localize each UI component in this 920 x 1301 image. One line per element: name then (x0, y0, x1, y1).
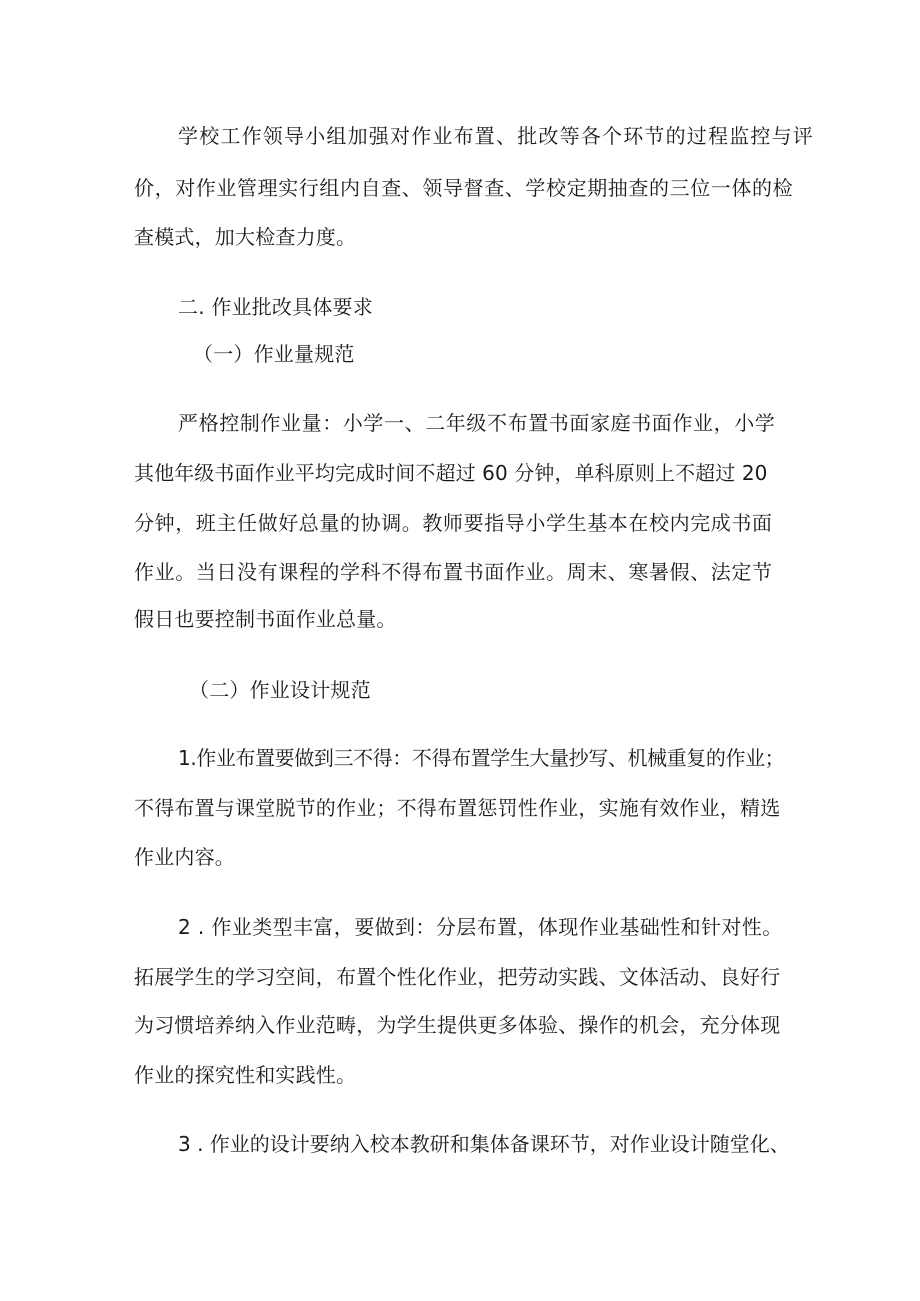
item-2-line-1: 2 . 作业类型丰富，要做到：分层布置，体现作业基础性和针对性。 (178, 915, 783, 939)
paragraph-2-line-5: 假日也要控制书面作业总量。 (134, 607, 397, 631)
subheading-2: （二）作业设计规范 (189, 678, 371, 702)
paragraph-1-line-2: 价，对作业管理实行组内自查、领导督查、学校定期抽查的三位一体的检 (134, 176, 794, 200)
item-1-line-3: 作业内容。 (134, 845, 235, 869)
paragraph-2-line-1: 严格控制作业量：小学一、二年级不布置书面家庭书面作业，小学 (178, 411, 776, 435)
item-1-line-2: 不得布置与课堂脱节的作业；不得布置惩罚性作业，实施有效作业，精选 (134, 796, 781, 820)
item-3-line-1: 3 . 作业的设计要纳入校本教研和集体备课环节，对作业设计随堂化、 (178, 1132, 790, 1156)
paragraph-2-line-3: 分钟，班主任做好总量的协调。教师要指导小学生基本在校内完成书面 (134, 511, 773, 535)
paragraph-2-line-2: 其他年级书面作业平均完成时间不超过 60 分钟，单科原则上不超过 20 (134, 461, 768, 485)
item-2-line-4: 作业的探究性和实践性。 (134, 1063, 357, 1087)
paragraph-1-line-1: 学校工作领导小组加强对作业布置、批改等各个环节的过程监控与评 (178, 124, 814, 148)
section-heading-2: 二. 作业批改具体要求 (178, 295, 373, 319)
item-2-line-2: 拓展学生的学习空间，布置个性化作业，把劳动实践、文体活动、良好行 (134, 965, 781, 989)
paragraph-1-line-3: 查模式，加大检查力度。 (134, 225, 357, 249)
item-2-line-3: 为习惯培养纳入作业范畴，为学生提供更多体验、操作的机会，充分体现 (134, 1013, 781, 1037)
item-1-line-1: 1.作业布置要做到三不得：不得布置学生大量抄写、机械重复的作业； (178, 746, 785, 770)
paragraph-2-line-4: 作业。当日没有课程的学科不得布置书面作业。周末、寒暑假、法定节 (134, 560, 773, 584)
subheading-1: （一）作业量规范 (193, 342, 355, 366)
